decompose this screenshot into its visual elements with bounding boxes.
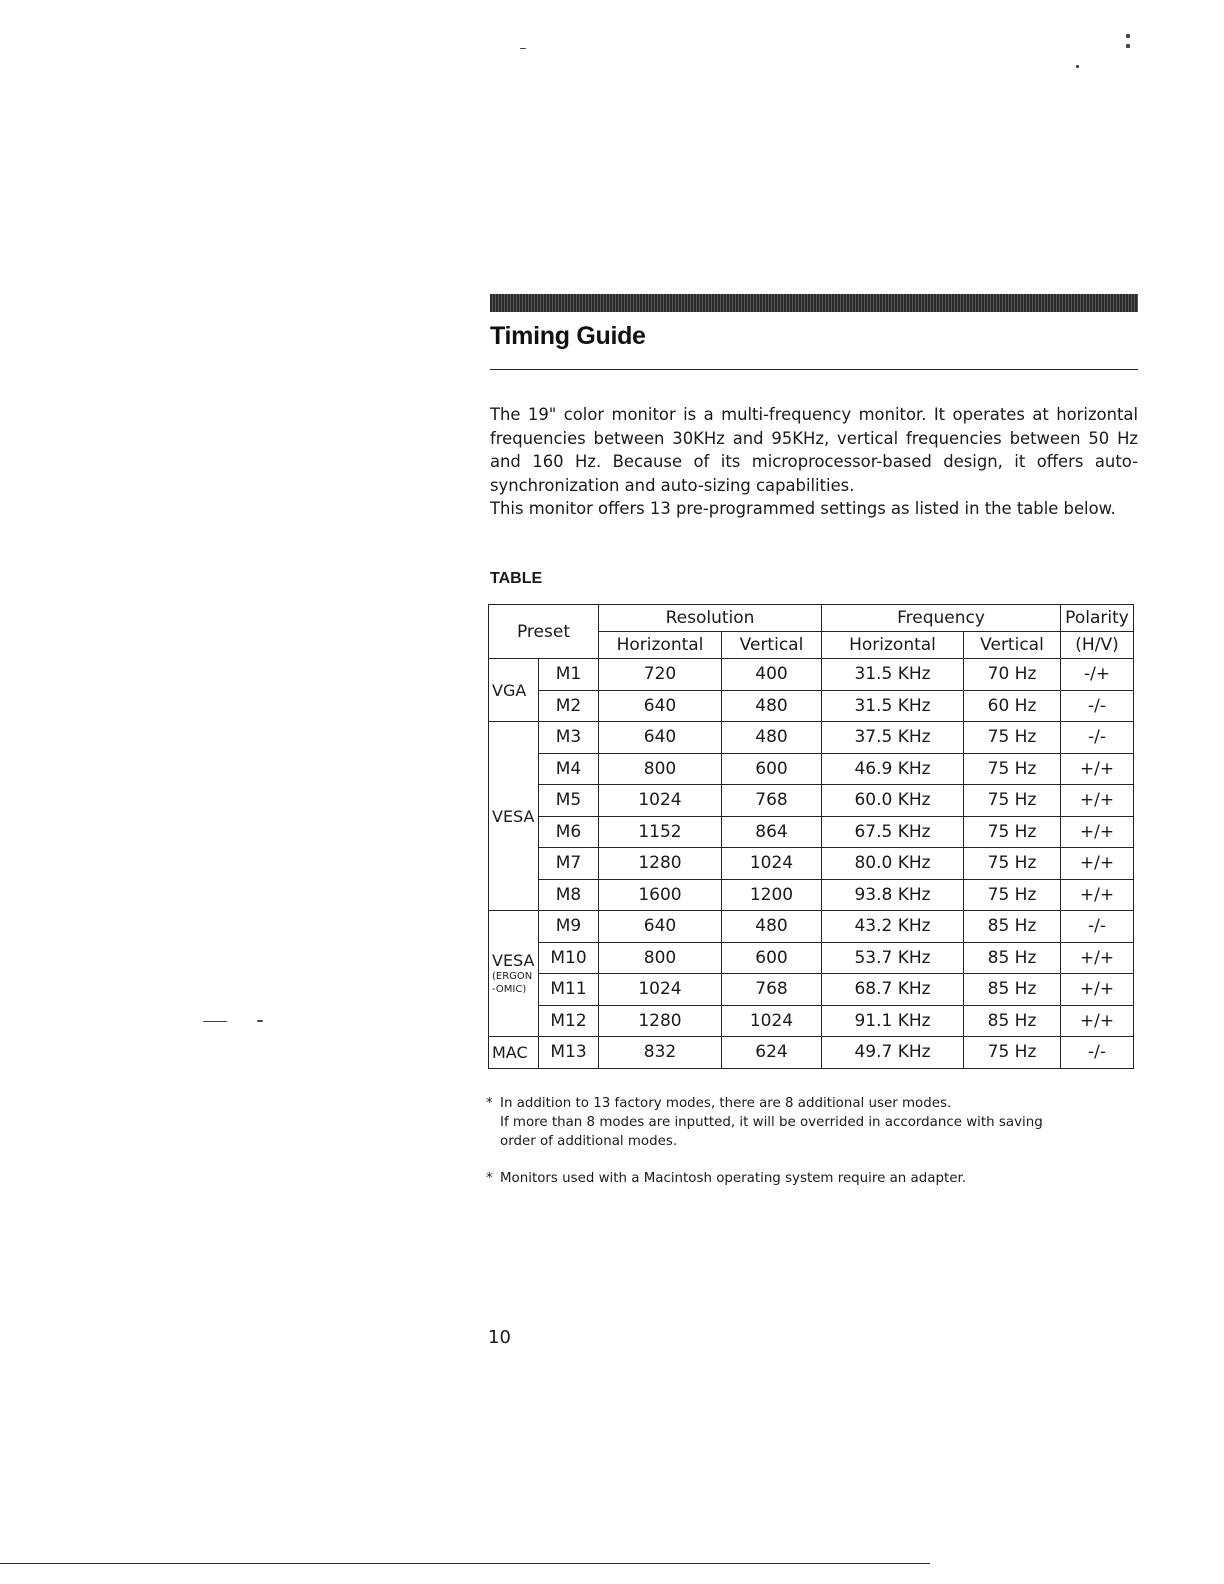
polarity-cell: +/+ (1061, 974, 1134, 1006)
table-row (489, 911, 1134, 943)
table-row (489, 942, 1134, 974)
v-res-cell: 600 (722, 942, 822, 974)
mode-cell: M7 (539, 848, 599, 880)
header-freq-vertical: Vertical (964, 632, 1061, 659)
v-freq-cell: 85 Hz (964, 942, 1061, 974)
scan-speck (1126, 34, 1130, 38)
footnote-line: In addition to 13 factory modes, there are 8 additional user modes. (500, 1096, 952, 1111)
mode-cell: M1 (539, 659, 599, 691)
h-res-cell: 720 (599, 659, 722, 691)
group-vesa: VESA (489, 722, 539, 911)
h-freq-cell: 49.7 KHz (822, 1037, 964, 1069)
header-resolution: Resolution (599, 605, 822, 632)
table-row (489, 1037, 1134, 1069)
polarity-cell: +/+ (1061, 879, 1134, 911)
scan-speck (257, 1020, 263, 1022)
intro-paragraph-1: The 19" color monitor is a multi-frequency monitor. It operates at horizontal frequencies between 30KHz and 95KHz, vertical frequencies between 50 Hz and 160 Hz. Because of its microprocessor-based design, it offers auto-synchronization and auto-sizing capabilities. (490, 405, 1138, 495)
v-res-cell: 400 (722, 659, 822, 691)
timing-table (488, 604, 1134, 1069)
header-freq-horizontal: Horizontal (822, 632, 964, 659)
h-freq-cell: 43.2 KHz (822, 911, 964, 943)
group-vesa-ergonomic-sub2: -OMIC) (492, 984, 527, 995)
page-bottom-rule (0, 1563, 930, 1564)
h-res-cell: 640 (599, 722, 722, 754)
v-freq-cell: 75 Hz (964, 1037, 1061, 1069)
footnote-macintosh (486, 1169, 1126, 1188)
table-row (489, 848, 1134, 880)
v-res-cell: 480 (722, 690, 822, 722)
h-freq-cell: 37.5 KHz (822, 722, 964, 754)
v-res-cell: 768 (722, 974, 822, 1006)
v-freq-cell: 85 Hz (964, 974, 1061, 1006)
h-freq-cell: 60.0 KHz (822, 785, 964, 817)
footnote-line: Monitors used with a Macintosh operating system require an adapter. (500, 1171, 966, 1186)
table-row (489, 1005, 1134, 1037)
h-res-cell: 832 (599, 1037, 722, 1069)
header-polarity-sub: (H/V) (1061, 632, 1134, 659)
v-res-cell: 600 (722, 753, 822, 785)
mode-cell: M11 (539, 974, 599, 1006)
group-vesa-ergonomic (489, 911, 539, 1037)
group-vesa-ergonomic-sub1: (ERGON (492, 971, 533, 982)
polarity-cell: -/- (1061, 1037, 1134, 1069)
footnote-marker: * (486, 1096, 493, 1111)
mode-cell: M3 (539, 722, 599, 754)
h-res-cell: 800 (599, 753, 722, 785)
table-label: TABLE (490, 570, 543, 587)
table-row (489, 974, 1134, 1006)
v-res-cell: 768 (722, 785, 822, 817)
mode-cell: M13 (539, 1037, 599, 1069)
v-res-cell: 624 (722, 1037, 822, 1069)
h-freq-cell: 67.5 KHz (822, 816, 964, 848)
group-vga: VGA (489, 659, 539, 722)
mode-cell: M10 (539, 942, 599, 974)
intro-text (490, 403, 1138, 521)
mode-cell: M2 (539, 690, 599, 722)
mode-cell: M12 (539, 1005, 599, 1037)
v-freq-cell: 75 Hz (964, 785, 1061, 817)
h-res-cell: 1152 (599, 816, 722, 848)
v-res-cell: 1024 (722, 848, 822, 880)
polarity-cell: +/+ (1061, 753, 1134, 785)
h-res-cell: 1280 (599, 848, 722, 880)
v-freq-cell: 70 Hz (964, 659, 1061, 691)
h-res-cell: 640 (599, 911, 722, 943)
polarity-cell: -/+ (1061, 659, 1134, 691)
footnote-marker: * (486, 1171, 493, 1186)
h-res-cell: 1024 (599, 785, 722, 817)
page-title: Timing Guide (490, 322, 646, 350)
header-polarity: Polarity (1061, 605, 1134, 632)
footnote-line: order of additional modes. (500, 1134, 678, 1149)
v-freq-cell: 75 Hz (964, 879, 1061, 911)
table-row (489, 816, 1134, 848)
v-res-cell: 480 (722, 911, 822, 943)
v-freq-cell: 75 Hz (964, 753, 1061, 785)
h-freq-cell: 31.5 KHz (822, 659, 964, 691)
v-freq-cell: 75 Hz (964, 848, 1061, 880)
mode-cell: M8 (539, 879, 599, 911)
polarity-cell: +/+ (1061, 816, 1134, 848)
h-res-cell: 1024 (599, 974, 722, 1006)
v-res-cell: 864 (722, 816, 822, 848)
polarity-cell: -/- (1061, 722, 1134, 754)
v-res-cell: 1200 (722, 879, 822, 911)
header-frequency: Frequency (822, 605, 1061, 632)
h-freq-cell: 68.7 KHz (822, 974, 964, 1006)
mode-cell: M6 (539, 816, 599, 848)
scan-speck (1126, 44, 1130, 48)
table-row (489, 690, 1134, 722)
table-header-row (489, 605, 1134, 632)
v-freq-cell: 75 Hz (964, 816, 1061, 848)
footnotes (486, 1094, 1126, 1206)
table-row (489, 659, 1134, 691)
polarity-cell: +/+ (1061, 942, 1134, 974)
h-freq-cell: 91.1 KHz (822, 1005, 964, 1037)
section-header-bar (490, 294, 1138, 312)
group-mac: MAC (489, 1037, 539, 1069)
polarity-cell: +/+ (1061, 1005, 1134, 1037)
polarity-cell: +/+ (1061, 785, 1134, 817)
table-row (489, 785, 1134, 817)
h-res-cell: 1600 (599, 879, 722, 911)
v-freq-cell: 75 Hz (964, 722, 1061, 754)
header-preset: Preset (489, 605, 599, 659)
h-res-cell: 640 (599, 690, 722, 722)
v-res-cell: 1024 (722, 1005, 822, 1037)
footnote-line: If more than 8 modes are inputted, it will be overrided in accordance with saving (500, 1115, 1043, 1130)
h-freq-cell: 93.8 KHz (822, 879, 964, 911)
h-freq-cell: 53.7 KHz (822, 942, 964, 974)
polarity-cell: +/+ (1061, 848, 1134, 880)
scan-speck (1076, 65, 1079, 68)
h-res-cell: 800 (599, 942, 722, 974)
polarity-cell: -/- (1061, 911, 1134, 943)
mode-cell: M5 (539, 785, 599, 817)
polarity-cell: -/- (1061, 690, 1134, 722)
table-row (489, 722, 1134, 754)
v-freq-cell: 85 Hz (964, 1005, 1061, 1037)
h-freq-cell: 46.9 KHz (822, 753, 964, 785)
mode-cell: M4 (539, 753, 599, 785)
h-freq-cell: 80.0 KHz (822, 848, 964, 880)
v-res-cell: 480 (722, 722, 822, 754)
v-freq-cell: 85 Hz (964, 911, 1061, 943)
page-number: 10 (488, 1327, 511, 1348)
table-row (489, 879, 1134, 911)
scan-speck (520, 48, 526, 49)
intro-paragraph-2: This monitor offers 13 pre-programmed settings as listed in the table below. (490, 499, 1116, 519)
h-res-cell: 1280 (599, 1005, 722, 1037)
scan-speck (203, 1021, 227, 1022)
header-res-vertical: Vertical (722, 632, 822, 659)
group-vesa-ergonomic-label: VESA (492, 951, 535, 970)
v-freq-cell: 60 Hz (964, 690, 1061, 722)
mode-cell: M9 (539, 911, 599, 943)
header-res-horizontal: Horizontal (599, 632, 722, 659)
footnote-user-modes (486, 1094, 1126, 1151)
table-row (489, 753, 1134, 785)
title-divider (490, 369, 1138, 370)
h-freq-cell: 31.5 KHz (822, 690, 964, 722)
